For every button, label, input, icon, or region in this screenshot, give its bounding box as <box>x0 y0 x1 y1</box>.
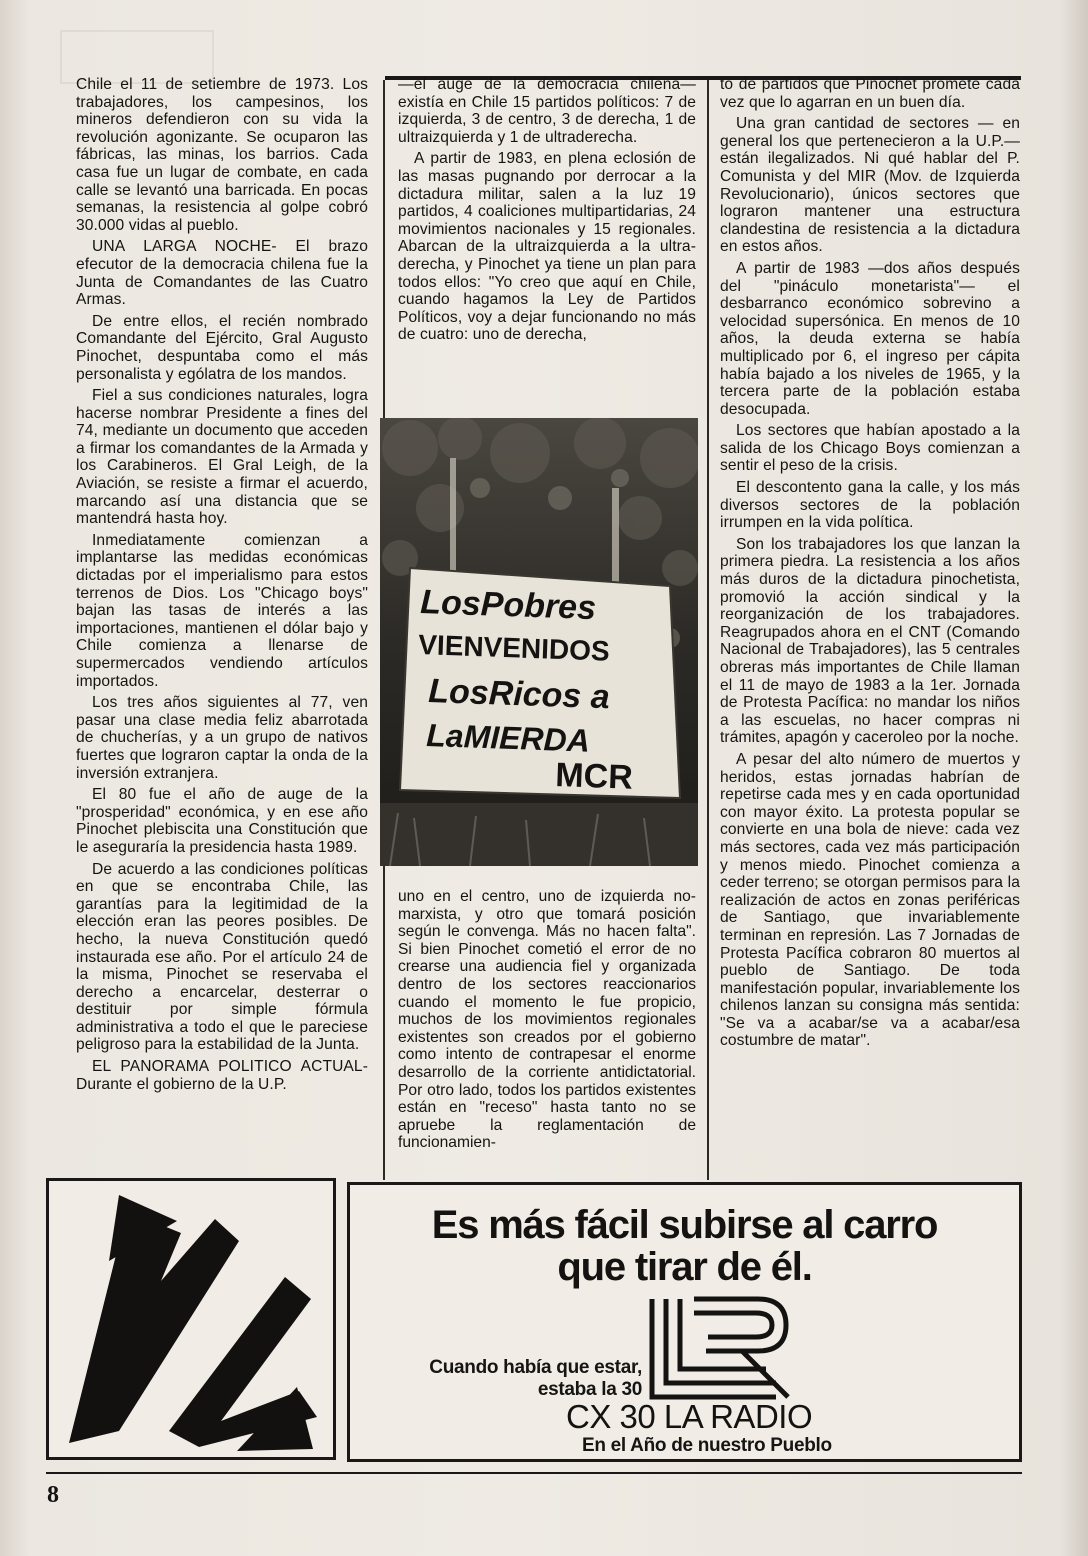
column-2-paragraph: —el auge de la democracia chilena— existía en Chile 15 partidos políticos: 7 de izquierda, 3 de centro, 3 de derecha, 1 de ultraizquierda y 1 de ultraderecha. <box>398 76 696 146</box>
column-2-bottom-text: uno en el centro, uno de izquierda no-marxista, y otro que tomará posición según le convenga. Más no hacen falta". Si bien Pinochet cometió el error de no crearse una audiencia fiel y organizada dentro de los sectores reaccionarios cuando el momento le fue propicio, muchos de los movimientos regionales existentes son creados por el gobierno como intento de contrapesar el enorme desarrollo de la corriente antidictatorial. Por otro lado, todos los partidos existentes están en "receso" hasta tanto no se apruebe la reglamentación de funcionamien- <box>398 888 696 1152</box>
arrows-logo-box <box>46 1178 336 1460</box>
bottom-rule <box>46 1472 1022 1474</box>
radio-advertisement <box>347 1182 1022 1462</box>
column-3-paragraph: El descontento gana la calle, y los más diversos sectores de la población irrumpen en la vida política. <box>720 479 1020 532</box>
column-1-paragraph: EL PANORAMA POLITICO ACTUAL- Durante el gobierno de la U.P. <box>76 1058 368 1093</box>
article-column-3 <box>720 76 1020 1054</box>
ad-headline-line-2: que tirar de él. <box>557 1245 812 1289</box>
ad-sub-line-1: Cuando había que estar, <box>429 1357 642 1378</box>
banner-line-5: MCR <box>554 756 634 797</box>
column-1-paragraph: De entre ellos, el recién nombrado Comandante del Ejército, Gral Augusto Pinochet, despuntaba como el más personalista y ególatra de los mandos. <box>76 312 368 383</box>
article-column-1 <box>76 76 368 1097</box>
column-1-paragraph: Chile el 11 de setiembre de 1973. Los trabajadores, los campesinos, los mineros defendieron con su vida la revolución agonizante. Se ocuparon las fábricas, las minas, los barrios. Cada casa fue un lugar de combate, en cada calle se levantó una barricada. En pocas semanas, la resistencia al golpe cobró 30.000 vidas al pueblo. <box>76 76 368 234</box>
column-3-paragraph: A partir de 1983 —dos años después del "pináculo monetarista"— el desbarranco económico sobrevino a velocidad supersónica. En menos de 10 años, la deuda externa se había multiplicado por 6, el ingreso per cápita había bajado a los niveles de 1965, y la tercera parte de la población estaba desocupada. <box>720 259 1020 418</box>
banner-line-3: LosRicos a <box>427 672 611 717</box>
article-column-2-bottom <box>398 888 696 1152</box>
banner-line-4: LaMIERDA <box>425 717 591 759</box>
column-2-paragraph: A partir de 1983, en plena eclosión de las masas pugnando por derrocar a la dictadura militar, salen a la luz 19 partidos, 4 coaliciones multipartidarias, 24 movimientos nacionales y 15 regionales. Abarcan de la ultraizquierda a la ultra-derecha, y Pinochet ya tiene un plan para todos ellos: "Yo creo que aquí en Chile, cuando hagamos la Ley de Partidos Políticos, voy a dejar funcionando no más de cuatro: uno de derecha, <box>398 150 696 344</box>
article-column-2-top <box>398 76 696 348</box>
radio-tagline: En el Año de nuestro Pueblo <box>582 1435 832 1456</box>
ad-sub-line-2: estaba la 30 <box>537 1379 642 1400</box>
column-divider-2 <box>707 80 709 1180</box>
column-1-paragraph: UNA LARGA NOCHE- El brazo efecutor de la democracia chilena fue la Junta de Comandantes de las Cuatro Armas. <box>76 238 368 309</box>
column-1-paragraph: Los tres años siguientes al 77, ven pasar una clase media feliz abarrotada de chucherías, y a un grupo de nativos fuertes que lograron captar la onda de la inversión extranjera. <box>76 694 368 782</box>
column-1-paragraph: Inmediatamente comienzan a implantarse las medidas económicas dictadas por el imperialismo para estos terrenos de Dios. Los "Chicago boys" bajan las tasas de interés a las importaciones, mantienen el dólar bajo y Chile comienza a llenarse de supermercados vendiendo artículos importados. <box>76 531 368 690</box>
column-1-paragraph: De acuerdo a las condiciones políticas en que se encontraba Chile, las garantías para la legitimidad de la elección eran las peores posibles. De hecho, la nueva Constitución quedó instaurada ese año. Por el artículo 24 de la misma, Pinochet se reservaba el derecho a encarcelar, desterrar o destituir por simple fórmula administrativa a todo el que le pareciese peligroso para la estabilidad de la Junta. <box>76 860 368 1054</box>
column-3-paragraph: Los sectores que habían apostado a la salida de los Chicago Boys comienzan a sentir el peso de la crisis. <box>720 422 1020 475</box>
banner-line-2: VIENVENIDOS <box>417 629 611 667</box>
column-3-paragraph: Son los trabajadores los que lanzan la primera piedra. La resistencia a los años más duros de la dictadura pinochetista, promovió la acción sindical y la reorganización de los trabajadores. Reagrupados ahora en el CNT (Comando Nacional de Trabajadores), las 5 centrales obreras más importantes de Chile llaman el 11 de mayo de 1983 a la 1er. Jornada de Protesta Pacífica: no mandar los niños a las escuelas, no hacer compras ni trámites, apagón y caceroleo por la noche. <box>720 535 1020 747</box>
page-number: 8 <box>47 1482 59 1508</box>
ad-headline-line-1: Es más fácil subirse al carro <box>431 1203 938 1247</box>
banner-line-1: LosPobres <box>419 583 597 628</box>
column-1-paragraph: El 80 fue el año de auge de la "prosperidad" económica, y en ese año Pinochet plebiscita una Constitución que le aseguraría la presidencia hasta 1989. <box>76 786 368 856</box>
radio-brand-name: CX 30 LA RADIO <box>566 1398 813 1435</box>
arrows-logo-icon <box>49 1181 333 1457</box>
radio-logo-icon <box>646 1293 796 1405</box>
column-1-paragraph: Fiel a sus condiciones naturales, logra hacerse nombrar Presidente a fines del 74, mediante un documento que acceden a firmar los comandantes de la Armada y los Carabineros. El Gral Leigh, de la Aviación, se resiste a firmar el acuerdo, marcando así una distancia que se mantendrá hasta hoy. <box>76 387 368 528</box>
column-3-paragraph: Una gran cantidad de sectores — en general los que pertenecieron a la U.P.— están ilegalizados. Ni qué hablar del P. Comunista y del MIR (Mov. de Izquierda Revolucionario), únicos sectores que lograron mantener una estructura clandestina de resistencia a la dictadura en estos años. <box>720 115 1020 256</box>
column-3-paragraph: A pesar del alto número de muertos y heridos, estas jornadas habrían de repetirse cada mes y en cada oportunidad con mayor éxito. La protesta popular se convierte en una bola de nieve: cada vez más sectores, cada vez más participación y menos miedo. Pinochet comienza a ceder terreno; se otorgan permisos para la realización de actos en zonas periféricas de Santiago, que invariablemente terminan en represión. Las 7 Jornadas de Protesta Pacífica cobraron 80 muertos al pueblo de Santiago. De toda manifestación popular, invariablemente los chilenos lanzan su consigna más sentida: "Se va a acabar/se va a acabar/esa costumbre de matar". <box>720 750 1020 1050</box>
column-3-paragraph: to de partidos que Pinochet promete cada vez que lo agarran en un buen día. <box>720 76 1020 111</box>
photo-graphic <box>380 418 698 866</box>
protest-banner-photo <box>380 418 698 866</box>
